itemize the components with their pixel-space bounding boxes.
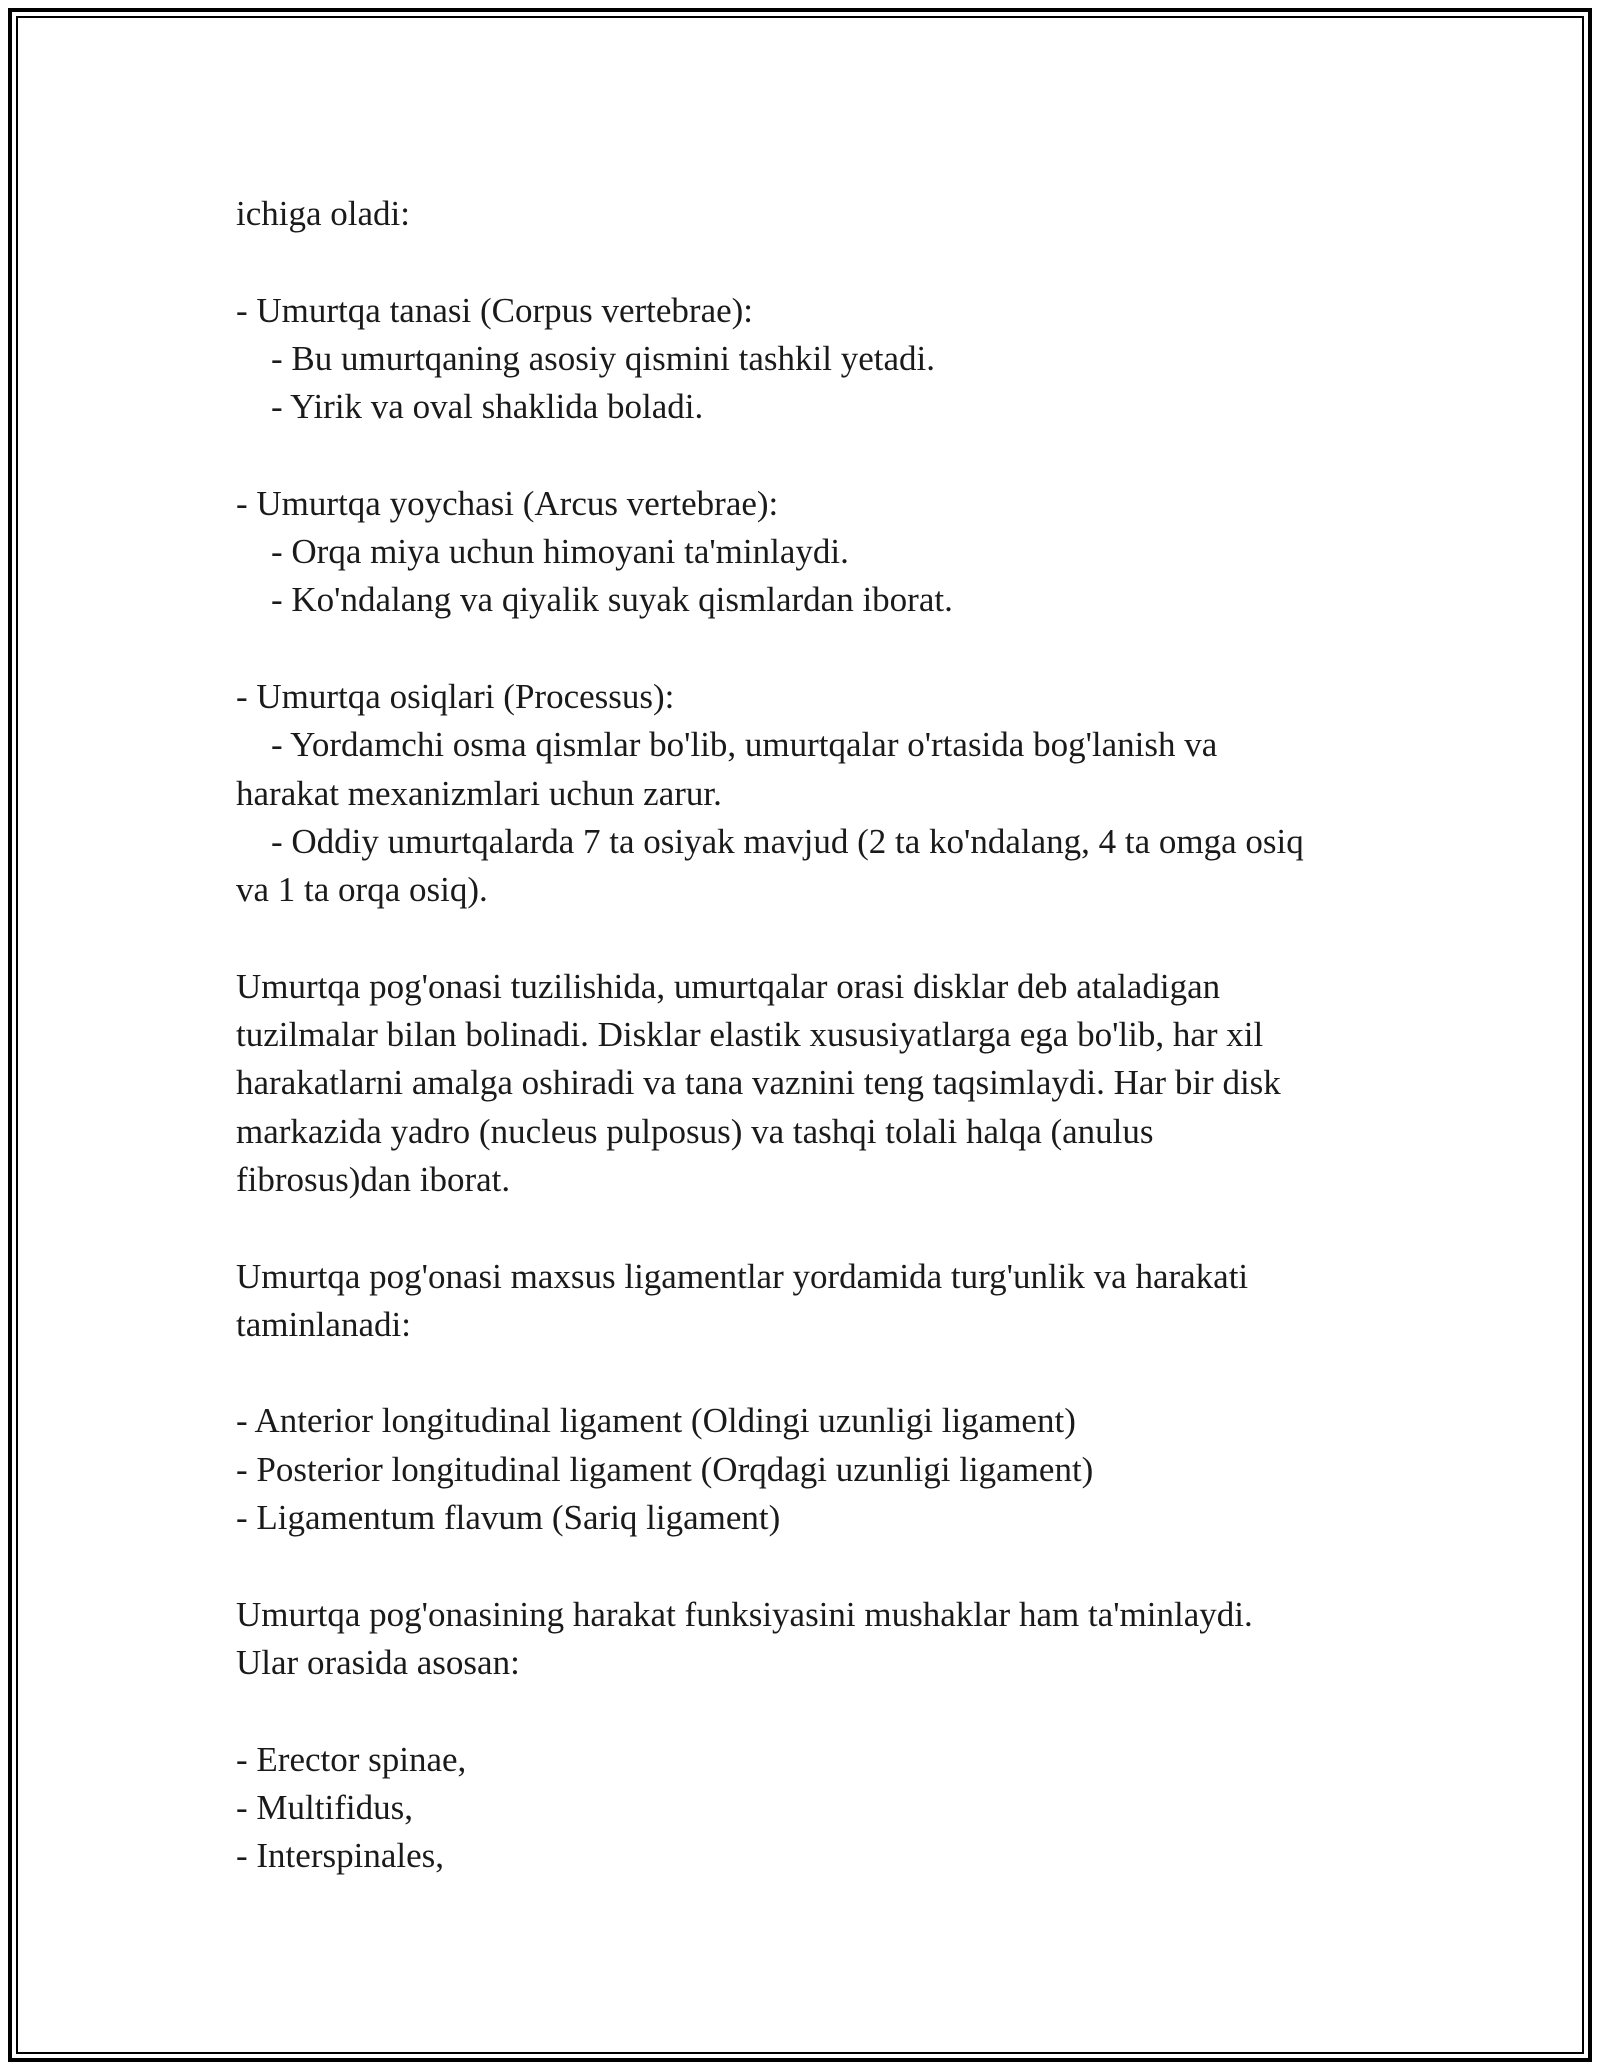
blank-line	[236, 1687, 1396, 1735]
blank-line	[236, 238, 1396, 286]
text-line: - Multifidus,	[236, 1787, 413, 1827]
text-line: markazida yadro (nucleus pulposus) va tashqi tolali halqa (anulus	[236, 1111, 1154, 1151]
text-line: va 1 ta orqa osiq).	[236, 870, 488, 910]
text-line: - Ko'ndalang va qiyalik suyak qismlardan iborat.	[236, 580, 953, 620]
text-line: ichiga oladi:	[236, 194, 410, 233]
blank-line	[236, 1204, 1396, 1252]
text-line: - Anterior longitudinal ligament (Oldingi uzunligi ligament)	[236, 1401, 1076, 1441]
text-line: Umurtqa pog'onasi maxsus ligamentlar yordamida turg'unlik va harakati	[236, 1256, 1249, 1296]
blank-line	[236, 1542, 1396, 1590]
text-line: - Yordamchi osma qismlar bo'lib, umurtqalar o'rtasida bog'lanish va	[236, 725, 1218, 765]
text-line: - Umurtqa osiqlari (Processus):	[236, 676, 675, 716]
text-line: tuzilmalar bilan bolinadi. Disklar elastik xususiyatlarga ega bo'lib, har xil	[236, 1015, 1264, 1055]
text-line: - Yirik va oval shaklida boladi.	[236, 387, 704, 427]
text-line: fibrosus)dan iborat.	[236, 1159, 511, 1199]
text-line: - Ligamentum flavum (Sariq ligament)	[236, 1498, 781, 1538]
text-line: Ular orasida asosan:	[236, 1642, 520, 1682]
text-line: - Erector spinae,	[236, 1739, 467, 1779]
text-line: - Interspinales,	[236, 1836, 444, 1876]
blank-line	[236, 1349, 1396, 1397]
blank-line	[236, 914, 1396, 962]
blank-line	[236, 431, 1396, 479]
text-line: harakat mexanizmlari uchun zarur.	[236, 773, 722, 813]
text-line: - Oddiy umurtqalarda 7 ta osiyak mavjud (2 ta ko'ndalang, 4 ta omga osiq	[236, 821, 1304, 861]
text-line: - Umurtqa yoychasi (Arcus vertebrae):	[236, 483, 779, 523]
text-line: - Posterior longitudinal ligament (Orqdagi uzunligi ligament)	[236, 1449, 1094, 1489]
text-line: - Orqa miya uchun himoyani ta'minlaydi.	[236, 532, 849, 572]
text-line: - Bu umurtqaning asosiy qismini tashkil yetadi.	[236, 338, 935, 378]
text-line: Umurtqa pog'onasi tuzilishida, umurtqalar orasi disklar deb ataladigan	[236, 966, 1221, 1006]
blank-line	[236, 625, 1396, 673]
text-line: Umurtqa pog'onasining harakat funksiyasini mushaklar ham ta'minlaydi.	[236, 1594, 1253, 1634]
document-body	[236, 190, 1396, 1880]
text-line: taminlanadi:	[236, 1304, 411, 1344]
text-line: - Umurtqa tanasi (Corpus vertebrae):	[236, 290, 754, 330]
text-line: harakatlarni amalga oshiradi va tana vaznini teng taqsimlaydi. Har bir disk	[236, 1063, 1281, 1103]
